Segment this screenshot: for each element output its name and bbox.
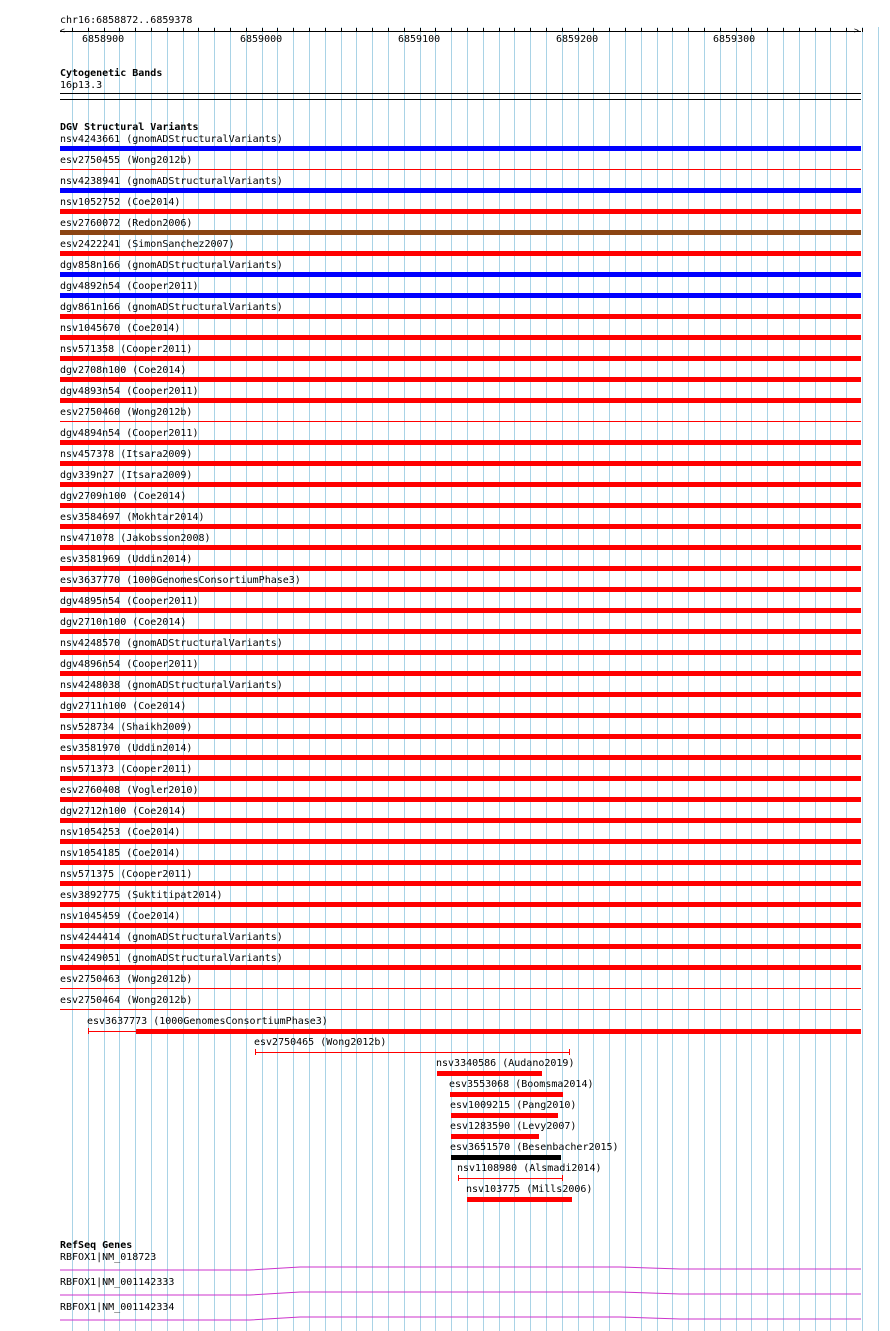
variant-bar[interactable] [60, 293, 861, 298]
variant-label[interactable]: esv3581970 (Uddin2014) [60, 743, 193, 754]
ruler-tick-label: 6859000 [240, 34, 283, 45]
ruler-tick [799, 28, 800, 32]
grid-line [736, 27, 737, 1331]
grid-line [783, 27, 784, 1331]
variant-line[interactable] [60, 169, 861, 170]
variant-bar[interactable] [467, 1197, 572, 1202]
variant-label[interactable]: esv3637773 (1000GenomesConsortiumPhase3) [87, 1016, 328, 1027]
grid-line [388, 27, 389, 1331]
variant-label[interactable]: nsv1108980 (Alsmadi2014) [457, 1163, 602, 1174]
variant-bar[interactable] [60, 230, 861, 235]
variant-bar[interactable] [451, 1113, 558, 1118]
variant-label[interactable]: dgv2708n100 (Coe2014) [60, 365, 187, 376]
variant-bar[interactable] [60, 272, 861, 277]
variant-line[interactable] [458, 1178, 563, 1179]
variant-label[interactable]: nsv571373 (Cooper2011) [60, 764, 193, 775]
variant-label[interactable]: esv2750465 (Wong2012b) [254, 1037, 387, 1048]
grid-line [846, 27, 847, 1331]
grid-line [625, 27, 626, 1331]
ruler-tick [862, 28, 863, 32]
variant-label[interactable]: esv2750463 (Wong2012b) [60, 974, 193, 985]
ruler-tick [420, 28, 421, 32]
grid-line [578, 27, 579, 1331]
variant-line[interactable] [60, 1009, 861, 1010]
ruler-tick [151, 28, 152, 32]
grid-line [198, 27, 199, 1331]
grid-line [641, 27, 642, 1331]
ruler-tick [183, 28, 184, 32]
grid-line [372, 27, 373, 1331]
variant-label[interactable]: dgv4894n54 (Cooper2011) [60, 428, 199, 439]
variant-label[interactable]: esv3584697 (Mokhtar2014) [60, 512, 205, 523]
ruler-tick-label: 6859200 [556, 34, 599, 45]
ruler-tick [499, 28, 500, 32]
variant-label[interactable]: nsv471078 (Jakobsson2008) [60, 533, 211, 544]
refseq-track-title[interactable]: RefSeq Genes [60, 1240, 133, 1251]
gene-intron-line[interactable] [60, 1287, 861, 1297]
variant-bar[interactable] [60, 188, 861, 193]
variant-label[interactable]: esv2750455 (Wong2012b) [60, 155, 193, 166]
ruler-tick [751, 28, 752, 32]
variant-label[interactable]: dgv4892n54 (Cooper2011) [60, 281, 199, 292]
variant-label[interactable]: nsv4243661 (gnomADStructuralVariants) [60, 134, 283, 145]
ruler-tick [119, 28, 120, 32]
grid-line [420, 27, 421, 1331]
variant-bar[interactable] [60, 650, 861, 655]
ruler-tick [135, 28, 136, 32]
gene-label[interactable]: RBFOX1|NM_001142334 [60, 1302, 175, 1313]
grid-line [293, 27, 294, 1331]
ruler-tick [309, 28, 310, 32]
ruler-tick [167, 28, 168, 32]
grid-line [404, 27, 405, 1331]
ruler-tick [246, 28, 247, 32]
grid-line [214, 27, 215, 1331]
variant-bar[interactable] [60, 314, 861, 319]
variant-label[interactable]: esv3892775 (Suktitipat2014) [60, 890, 223, 901]
ruler-tick [672, 28, 673, 32]
variant-label[interactable]: nsv3340586 (Audano2019) [436, 1058, 575, 1069]
variant-bar[interactable] [60, 965, 861, 970]
variant-label[interactable]: esv3651570 (Besenbacher2015) [450, 1142, 619, 1153]
variant-bar[interactable] [60, 461, 861, 466]
grid-line [767, 27, 768, 1331]
ruler-tick [404, 28, 405, 32]
ruler-tick [262, 28, 263, 32]
variant-label[interactable]: esv1009215 (Pang2010) [450, 1100, 577, 1111]
variant-label[interactable]: dgv4893n54 (Cooper2011) [60, 386, 199, 397]
variant-bar[interactable] [60, 860, 861, 865]
ruler-tick [578, 28, 579, 32]
ruler-tick [293, 28, 294, 32]
variant-bar[interactable] [60, 902, 861, 907]
ruler-tick [230, 28, 231, 32]
ruler-tick [767, 28, 768, 32]
dgv-track-title[interactable]: DGV Structural Variants [60, 122, 199, 133]
variant-bar[interactable] [60, 146, 861, 151]
variant-label[interactable]: esv2760072 (Redon2006) [60, 218, 193, 229]
ruler-tick [641, 28, 642, 32]
variant-label[interactable]: nsv1052752 (Coe2014) [60, 197, 181, 208]
ruler-axis [60, 31, 861, 32]
grid-line [815, 27, 816, 1331]
variant-line[interactable] [60, 988, 861, 989]
variant-label[interactable]: nsv457378 (Itsara2009) [60, 449, 193, 460]
variant-label[interactable]: dgv2712n100 (Coe2014) [60, 806, 187, 817]
variant-bar[interactable] [437, 1071, 542, 1076]
variant-label[interactable]: dgv4896n54 (Cooper2011) [60, 659, 199, 670]
ruler-tick [325, 28, 326, 32]
ruler-tick [341, 28, 342, 32]
grid-line [830, 27, 831, 1331]
cytoband-track-title[interactable]: Cytogenetic Bands [60, 68, 163, 79]
variant-bar[interactable] [60, 671, 861, 676]
grid-line [799, 27, 800, 1331]
variant-bar[interactable] [60, 755, 861, 760]
variant-label[interactable]: dgv4895n54 (Cooper2011) [60, 596, 199, 607]
variant-bar[interactable] [451, 1134, 539, 1139]
variant-bar[interactable] [60, 797, 861, 802]
grid-line [546, 27, 547, 1331]
ruler-tick [530, 28, 531, 32]
grid-line [309, 27, 310, 1331]
variant-bar[interactable] [60, 251, 861, 256]
variant-label[interactable]: nsv1045459 (Coe2014) [60, 911, 181, 922]
ruler-tick [356, 28, 357, 32]
ruler-tick-label: 6858900 [82, 34, 125, 45]
variant-bar[interactable] [60, 839, 861, 844]
variant-line[interactable] [60, 421, 861, 422]
ruler-tick [830, 28, 831, 32]
variant-endcap [255, 1049, 256, 1055]
ruler-left-arrow: < [60, 26, 65, 35]
grid-line [230, 27, 231, 1331]
variant-bar[interactable] [60, 692, 861, 697]
ruler-tick [277, 28, 278, 32]
ruler-tick-label: 6859100 [398, 34, 441, 45]
ruler-tick [625, 28, 626, 32]
variant-line[interactable] [255, 1052, 570, 1053]
variant-label[interactable]: dgv2709n100 (Coe2014) [60, 491, 187, 502]
variant-bar[interactable] [60, 524, 861, 529]
ruler-tick [514, 28, 515, 32]
cytoband-top-border [60, 93, 861, 94]
variant-bar[interactable] [451, 1155, 561, 1160]
variant-label[interactable]: esv3553068 (Boomsma2014) [449, 1079, 594, 1090]
variant-endcap [88, 1028, 89, 1034]
variant-bar[interactable] [60, 482, 861, 487]
ruler-tick [704, 28, 705, 32]
grid-line [262, 27, 263, 1331]
ruler-tick [562, 28, 563, 32]
grid-line [704, 27, 705, 1331]
variant-label[interactable]: nsv4244414 (gnomADStructuralVariants) [60, 932, 283, 943]
ruler-tick [214, 28, 215, 32]
ruler-tick-label: 6859300 [713, 34, 756, 45]
ruler-tick [372, 28, 373, 32]
grid-line [672, 27, 673, 1331]
ruler-tick [609, 28, 610, 32]
gene-intron-line[interactable] [60, 1312, 861, 1322]
variant-label[interactable]: esv2750460 (Wong2012b) [60, 407, 193, 418]
variant-bar[interactable] [60, 608, 861, 613]
ruler-tick [815, 28, 816, 32]
variant-bar[interactable] [60, 776, 861, 781]
grid-line [435, 27, 436, 1331]
gene-intron-line[interactable] [60, 1262, 861, 1272]
ruler-tick [846, 28, 847, 32]
ruler-tick [688, 28, 689, 32]
variant-bar[interactable] [60, 209, 861, 214]
variant-label[interactable]: nsv1054253 (Coe2014) [60, 827, 181, 838]
ruler-tick [593, 28, 594, 32]
variant-label[interactable]: nsv571358 (Cooper2011) [60, 344, 193, 355]
variant-bar[interactable] [60, 713, 861, 718]
grid-line [609, 27, 610, 1331]
variant-label[interactable]: nsv103775 (Mills2006) [466, 1184, 593, 1195]
variant-label[interactable]: nsv4248570 (gnomADStructuralVariants) [60, 638, 283, 649]
ruler-tick [104, 28, 105, 32]
variant-label[interactable]: esv2760408 (Vogler2010) [60, 785, 199, 796]
variant-label[interactable]: dgv2710n100 (Coe2014) [60, 617, 187, 628]
variant-label[interactable]: dgv858n166 (gnomADStructuralVariants) [60, 260, 283, 271]
grid-line [562, 27, 563, 1331]
ruler-tick [72, 28, 73, 32]
ruler-right-arrow: > [854, 26, 859, 35]
variant-bar[interactable] [450, 1092, 563, 1097]
variant-label[interactable]: nsv4248038 (gnomADStructuralVariants) [60, 680, 283, 691]
variant-line[interactable] [88, 1031, 136, 1032]
grid-line [878, 27, 879, 1331]
variant-bar[interactable] [60, 356, 861, 361]
ruler-tick [657, 28, 658, 32]
variant-endcap [458, 1175, 459, 1181]
ruler-tick [435, 28, 436, 32]
grid-line [751, 27, 752, 1331]
grid-line [593, 27, 594, 1331]
ruler-tick [783, 28, 784, 32]
grid-line [325, 27, 326, 1331]
variant-bar[interactable] [60, 440, 861, 445]
variant-label[interactable]: nsv1054185 (Coe2014) [60, 848, 181, 859]
variant-label[interactable]: esv2750464 (Wong2012b) [60, 995, 193, 1006]
variant-label[interactable]: nsv1045670 (Coe2014) [60, 323, 181, 334]
ruler-tick [736, 28, 737, 32]
gene-label[interactable]: RBFOX1|NM_001142333 [60, 1277, 175, 1288]
variant-bar[interactable] [60, 944, 861, 949]
variant-label[interactable]: esv3637770 (1000GenomesConsortiumPhase3) [60, 575, 301, 586]
variant-label[interactable]: esv2422241 (SimonSanchez2007) [60, 239, 235, 250]
variant-label[interactable]: nsv528734 (Shaikh2009) [60, 722, 193, 733]
variant-label[interactable]: nsv4238941 (gnomADStructuralVariants) [60, 176, 283, 187]
variant-bar[interactable] [60, 398, 861, 403]
ruler-tick [451, 28, 452, 32]
gene-label[interactable]: RBFOX1|NM_018723 [60, 1252, 157, 1263]
ruler-tick [198, 28, 199, 32]
ruler-tick [388, 28, 389, 32]
variant-bar[interactable] [60, 923, 861, 928]
variant-label[interactable]: esv3581969 (Uddin2014) [60, 554, 193, 565]
grid-line [657, 27, 658, 1331]
grid-line [246, 27, 247, 1331]
variant-bar[interactable] [60, 734, 861, 739]
variant-label[interactable]: dgv2711n100 (Coe2014) [60, 701, 187, 712]
variant-bar[interactable] [136, 1029, 861, 1034]
variant-bar[interactable] [60, 587, 861, 592]
ruler-tick [88, 28, 89, 32]
variant-bar[interactable] [60, 377, 861, 382]
variant-label[interactable]: nsv571375 (Cooper2011) [60, 869, 193, 880]
ruler-tick [546, 28, 547, 32]
variant-endcap [562, 1175, 563, 1181]
ruler-tick [720, 28, 721, 32]
ruler-tick [467, 28, 468, 32]
variant-endcap [569, 1049, 570, 1055]
variant-bar[interactable] [60, 503, 861, 508]
variant-bar[interactable] [60, 881, 861, 886]
variant-label[interactable]: esv1283590 (Levy2007) [450, 1121, 577, 1132]
variant-bar[interactable] [60, 818, 861, 823]
grid-line [862, 27, 863, 1331]
variant-label[interactable]: dgv339n27 (Itsara2009) [60, 470, 193, 481]
variant-bar[interactable] [60, 629, 861, 634]
grid-line [277, 27, 278, 1331]
variant-bar[interactable] [60, 335, 861, 340]
variant-label[interactable]: dgv861n166 (gnomADStructuralVariants) [60, 302, 283, 313]
cytoband-bottom-border [60, 99, 861, 100]
ruler-tick [483, 28, 484, 32]
variant-label[interactable]: nsv4249051 (gnomADStructuralVariants) [60, 953, 283, 964]
variant-bar[interactable] [60, 545, 861, 550]
variant-bar[interactable] [60, 566, 861, 571]
grid-line [688, 27, 689, 1331]
grid-line [341, 27, 342, 1331]
grid-line [356, 27, 357, 1331]
grid-line [720, 27, 721, 1331]
position-label: chr16:6858872..6859378 [60, 15, 193, 26]
cytoband-label: 16p13.3 [60, 80, 103, 91]
